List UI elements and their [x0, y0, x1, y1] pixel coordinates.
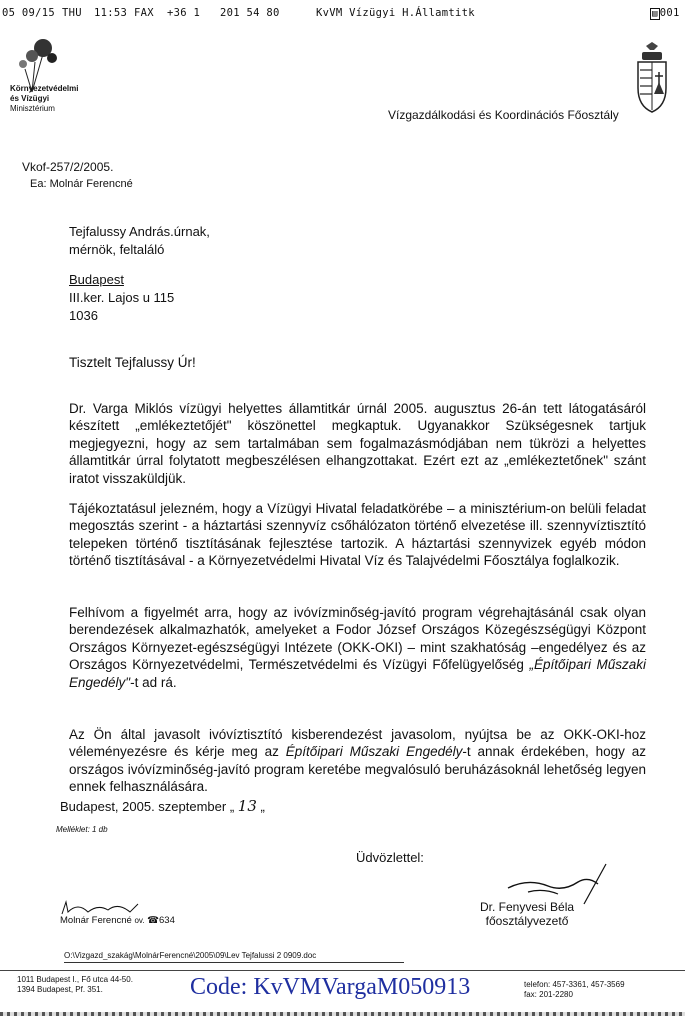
handler-name: Ea: Molnár Ferencné	[30, 178, 133, 190]
date-prefix: Budapest, 2005. szeptember „	[60, 799, 235, 814]
attachment-note: Melléklet: 1 db	[56, 825, 108, 834]
paragraph-3	[69, 604, 646, 691]
ministry-line3: Minisztérium	[10, 104, 55, 113]
recipient-title: mérnök, feltaláló	[69, 242, 165, 257]
paragraph-4-text: Az Ön által javasolt ivóvíztisztító kisberendezést javasolom, nyújtsa be az OKK-OKI-hoz véleményezésre és kérje meg az	[69, 727, 646, 760]
fax-label: FAX	[134, 7, 154, 19]
paragraph-2: Tájékoztatásul jelezném, hogy a Vízügyi Hivatal feladatkörébe – a minisztérium-on belüli feladat megosztás szerint - a háztartási szennyvíz csőhálózaton történő elvezetése ill. szennyvíztisztító telepeken történő tisztításának fejlesztése tartozik. A háztartási szennyvizek egyéb módon történő tisztításával - a Környezetvédelmi Hivatal Víz és Talajvédelmi Főosztálya foglalkozik.	[69, 501, 646, 569]
coat-of-arms-icon	[632, 42, 672, 114]
paragraph-4-tail: -t annak érdekében, hogy az országos ivóvízminőség-javító program keretébe megvalósuló beruházásoknál lehetőség legyen ennek felhasználására.	[69, 744, 646, 795]
paragraph-1: Dr. Varga Miklós vízügyi helyettes államtitkár úrnál 2005. augusztus 26-án tett látogatásáról készített „emlékeztetőjét" köszönettel megkaptuk. Ugyanakkor Szükségesnek tartjuk megjegyezni, hogy az sem tartalmában sem fogalmazásmódjában nem tükrözi a helyettes államtitkár úrral folytatott megbeszélésen elhangzottakat. Ezért ezt az „emlékeztetőnek" szánt iratot visszaküldjük.	[69, 401, 646, 486]
fax-time: 11:53	[94, 7, 128, 19]
date-day: 13	[237, 797, 257, 815]
ministry-line1: Környezetvédelmi	[10, 84, 79, 93]
paragraph-4	[69, 726, 646, 796]
fax-header	[2, 3, 682, 23]
signer-title: főosztályvezető	[485, 914, 569, 928]
file-path: O:\Vizgazd_szakág\MolnárFerencné\2005\09\Lev Tejfalussi 2 0909.doc	[64, 951, 317, 960]
fax-scan-noise	[0, 1012, 685, 1016]
recipient-name: Tejfalussy András.úrnak,	[69, 224, 210, 239]
salutation: Tisztelt Tejfalussy Úr!	[69, 355, 196, 370]
fax-page	[650, 7, 680, 19]
footer-address-line1: 1011 Budapest I., Fő utca 44-50.	[17, 975, 133, 984]
department-name: Vízgazdálkodási és Koordinációs Főosztály	[388, 108, 619, 122]
paragraph-3-text: Felhívom a figyelmét arra, hogy az ivóvízminőség-javító program végrehajtásánál csak olyan berendezések alkalmazhatók, amelyeket a Fodor József Országos Közegészségügyi Központ Országos Környezet-egészségügyi Intézete (OKK-OKI) – mint szakhatóság –engedélyez és az Országos Környezetvédelmi, Természetvédelmi és Vízügyi Főfelügyelőség	[69, 605, 646, 673]
paragraph-3-tail: -t ad rá.	[130, 674, 177, 690]
closing: Üdvözlettel:	[356, 850, 424, 865]
contact-name: Molnár Ferencné	[60, 915, 132, 926]
date-suffix: „	[260, 799, 265, 814]
fax-day: THU	[62, 7, 82, 19]
contact-ext-label: ov.	[134, 916, 145, 925]
recipient-zip: 1036	[69, 308, 98, 323]
phone-icon: ☎	[147, 915, 160, 926]
footer-address	[17, 975, 133, 995]
footer-contact	[524, 980, 625, 1000]
paragraph-4-emphasis: Építőipari Műszaki Engedély	[285, 744, 463, 760]
fax-sender: KvVM Vízügyi H.Államtitk	[316, 7, 475, 19]
footer-address-line2: 1394 Budapest, Pf. 351.	[17, 985, 103, 994]
fax-page-number: 001	[659, 7, 680, 19]
recipient-street: III.ker. Lajos u 115	[69, 290, 175, 305]
date-line	[60, 797, 265, 815]
fax-number: +36 1 201 54 80	[167, 7, 280, 19]
contact-ext: 634	[159, 915, 175, 926]
footer-phone: telefon: 457-3361, 457-3569	[524, 980, 625, 989]
signer-block	[480, 900, 574, 928]
footer-divider	[0, 970, 685, 971]
path-divider	[64, 962, 404, 963]
contact-line	[60, 915, 175, 926]
reference-number: Vkof-257/2/2005.	[22, 160, 114, 174]
fax-date: 05 09/15	[2, 7, 55, 19]
fax-page-icon: ▤	[652, 9, 658, 19]
signer-name: Dr. Fenyvesi Béla	[480, 900, 575, 914]
ministry-line2: és Vízügyi	[10, 94, 50, 103]
paragraph-3-emphasis: „Építőipari Műszaki Engedély"	[69, 657, 646, 690]
document-code: Code: KvVMVargaM050913	[190, 974, 471, 1000]
recipient-address	[69, 223, 210, 325]
ministry-name	[10, 84, 78, 114]
recipient-city: Budapest	[69, 272, 124, 287]
footer-fax: fax: 201-2280	[524, 990, 573, 999]
